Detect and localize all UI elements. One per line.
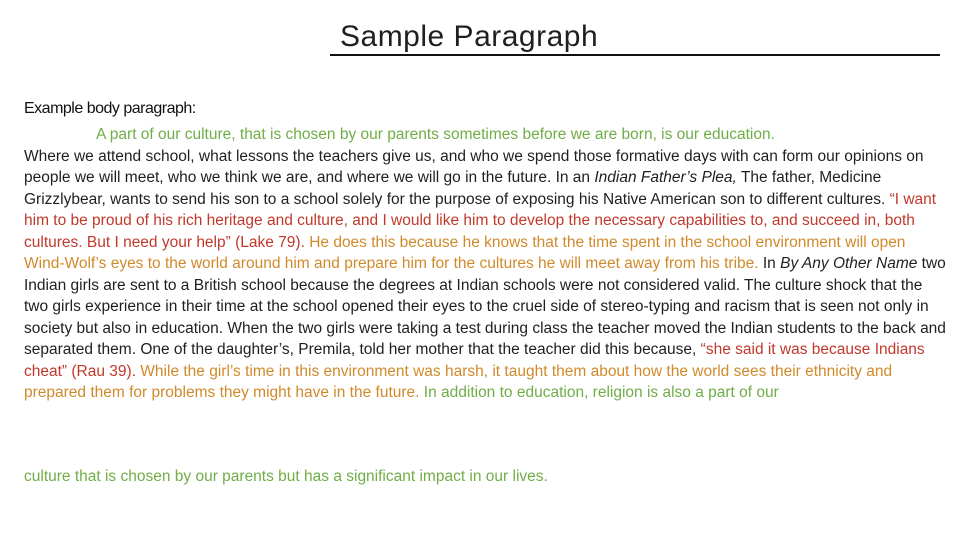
context-text-3: two Indian girls are sent to a British school because the degrees at Indian schools were not considered valid. The culture shock that the two girls experience in their time at the school opened their eyes to the cruel side of stereo-typing and racism that is seen not only in society but also in education. When the two girls were taking a test during class the teacher moved the Indian students to the back and separated them. One of the daughter’s, Premila, told her mother that the teacher did this because,: [24, 255, 946, 358]
topic-sentence: A part of our culture, that is chosen by our parents sometimes before we are born, is our education.: [96, 126, 775, 143]
context-text-2: The father, Medicine Grizzlybear, wants to send his son to a school solely for the purpose of exposing his Native American son to different cultures.: [24, 169, 886, 208]
closing-sentence-end: culture that is chosen by our parents but has a significant impact in our lives.: [24, 468, 548, 485]
analysis-2: While the girl’s time in this environment was harsh, it taught them about how the world sees their ethnicity and prepared them for problems they might have in the future.: [24, 362, 893, 401]
transition-text: In: [758, 255, 781, 272]
subheading: Example body paragraph:: [24, 100, 196, 117]
quote-1: “I want him to be proud of his rich heritage and culture, and I would like him to develop the necessary capabilities to, and succeed in, both cultures. But I need your help” (Lake 79).: [24, 190, 937, 251]
slide-title: Sample Paragraph: [330, 18, 940, 56]
context-text-1: Where we attend school, what lessons the teachers give us, and who we spend those formative days with can form our opinions on people we will meet, who we think we are, and where we will go in the future. In an: [24, 147, 924, 186]
source-title-2: By Any Other Name: [780, 255, 918, 272]
quote-2: “she said it was because Indians cheat” (Rau 39).: [24, 341, 925, 380]
body-paragraph: [24, 124, 946, 404]
source-title-1: Indian Father’s Plea,: [594, 169, 737, 186]
closing-sentence-start: In addition to education, religion is also a part of our: [419, 384, 779, 401]
paragraph-text: [24, 124, 946, 404]
analysis-1: He does this because he knows that the time spent in the school environment will open Wind-Wolf’s eyes to the world around him and prepare him for the cultures he will meet away from his tribe.: [24, 233, 906, 272]
